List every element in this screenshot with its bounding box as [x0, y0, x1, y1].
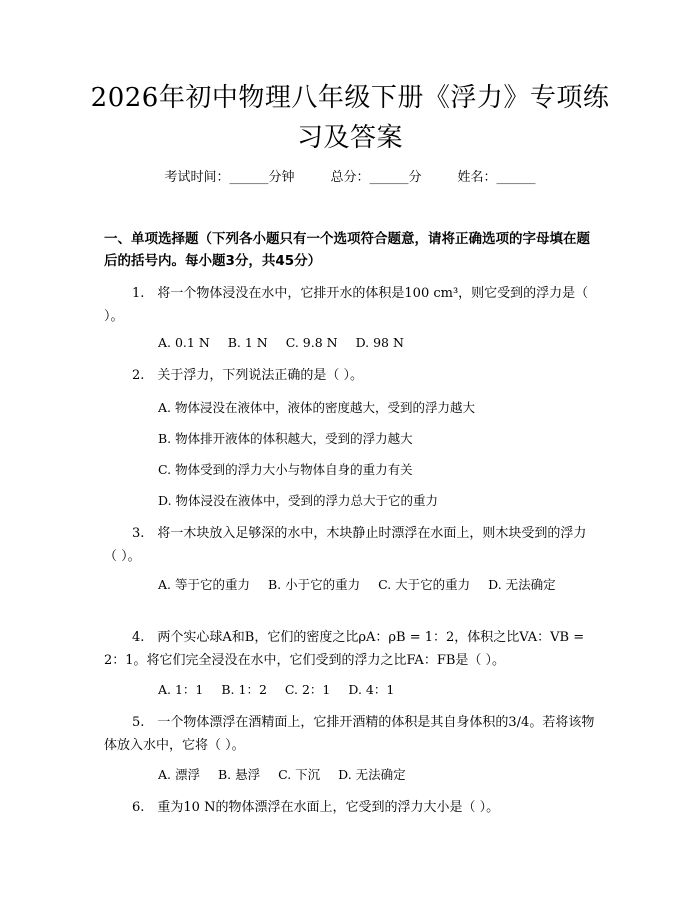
- option: A. 1：1: [158, 682, 204, 697]
- question-4: 4. 两个实心球A和B，它们的密度之比ρA：ρB = 1：2，体积之比VA：VB = 2：1。将它们完全浸没在水中，它们受到的浮力之比FA：FB是（ ）。: [104, 630, 585, 668]
- option: C. 大于它的重力: [378, 577, 471, 592]
- question-2: 2. 关于浮力，下列说法正确的是（ ）。: [132, 368, 364, 383]
- question-4-options: [104, 678, 596, 701]
- question-3-options: [104, 573, 596, 596]
- document-title: 2026年初中物理八年级下册《浮力》专项练习及答案: [90, 83, 610, 153]
- question-2-option-c: C. 物体受到的浮力大小与物体自身的重力有关: [158, 462, 413, 477]
- option: A. 等于它的重力: [158, 577, 250, 592]
- question-5: 5. 一个物体漂浮在酒精面上，它排开酒精的体积是其自身体积的3/4。若将该物体放入水中，它将（ ）。: [104, 715, 595, 753]
- option: C. 2：1: [284, 682, 331, 697]
- question-5-options: [104, 763, 596, 786]
- option: A. 漂浮: [158, 767, 200, 782]
- question-2-option-a: A. 物体浸没在液体中，液体的密度越大，受到的浮力越大: [158, 400, 475, 415]
- option: A. 0.1 N: [158, 335, 210, 350]
- question-2-option-b: B. 物体排开液体的体积越大，受到的浮力越大: [158, 431, 413, 446]
- question-1: 1. 将一个物体浸没在水中，它排开水的体积是100 cm³，则它受到的浮力是（ ）。: [104, 286, 589, 324]
- name-field: 姓名：______: [457, 170, 536, 185]
- option: C. 9.8 N: [285, 335, 338, 350]
- option: D. 无法确定: [338, 767, 406, 782]
- question-6: 6. 重为10 N的物体漂浮在水面上，它受到的浮力大小是（ ）。: [132, 800, 500, 815]
- option: B. 1：2: [221, 682, 267, 697]
- option: C. 下沉: [278, 767, 321, 782]
- exam-info-line: [0, 168, 700, 188]
- exam-time-field: 考试时间：______分钟: [164, 170, 295, 185]
- question-3: 3. 将一木块放入足够深的水中，木块静止时漂浮在水面上，则木块受到的浮力（ ）。: [104, 526, 587, 564]
- option: B. 小于它的重力: [267, 577, 361, 592]
- question-2-option-d: D. 物体浸没在液体中，受到的浮力总大于它的重力: [158, 493, 439, 508]
- option: B. 悬浮: [217, 767, 261, 782]
- option: B. 1 N: [227, 335, 268, 350]
- section-header: 一、单项选择题（下列各小题只有一个选项符合题意，请将正确选项的字母填在题后的括号内。每小题3分，共45分）: [104, 231, 590, 269]
- total-score-field: 总分：______分: [330, 170, 422, 185]
- question-1-options: [104, 331, 596, 354]
- option: D. 4：1: [348, 682, 395, 697]
- option: D. 98 N: [355, 335, 404, 350]
- option: D. 无法确定: [488, 577, 556, 592]
